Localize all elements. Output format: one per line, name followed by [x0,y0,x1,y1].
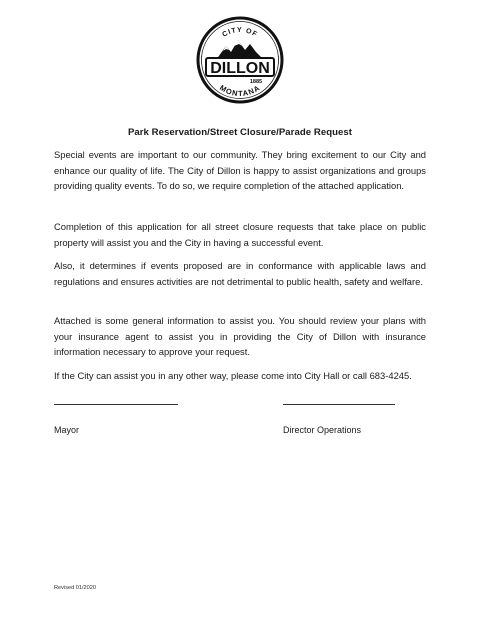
document-title: Park Reservation/Street Closure/Parade Request [127,127,353,138]
director-label: Director Operations [283,425,362,435]
mayor-label: Mayor [54,425,80,435]
director-signature-line [283,404,395,406]
paragraph-intro: Special events are important to our community. They bring excitement to our City and enhance our quality of life. The City of Dillon is happy to assist organizations and groups providing quality events. To do so, we require completion of the attached application. [54,149,426,192]
seal-bottom-text: MONTANA [218,83,262,99]
mayor-signature-line [54,404,178,406]
paragraph-insurance: Attached is some general information to assist you. You should review your plans with your insurance agent to assist you in providing the City of Dillon with insurance information necessary to approve your request. [54,315,426,358]
seal-top-text: CITY OF [221,26,259,39]
seal-year: 1885 [249,79,263,85]
seal-name: DILLON [210,60,270,77]
paragraph-contact: If the City can assist you in any other way, please come into City Hall or call 683-4245. [54,370,412,381]
paragraph-conformance: Also, it determines if events proposed are in conformance with applicable laws and regulations and ensures activities are not detrimental to public health, safety and welfare. [54,260,426,287]
city-seal-logo [196,16,284,104]
paragraph-completion: Completion of this application for all street closure requests that take place on public property will assist you and the City in having a successful event. [54,221,426,248]
revised-date: Revised 01/2020 [54,585,96,591]
